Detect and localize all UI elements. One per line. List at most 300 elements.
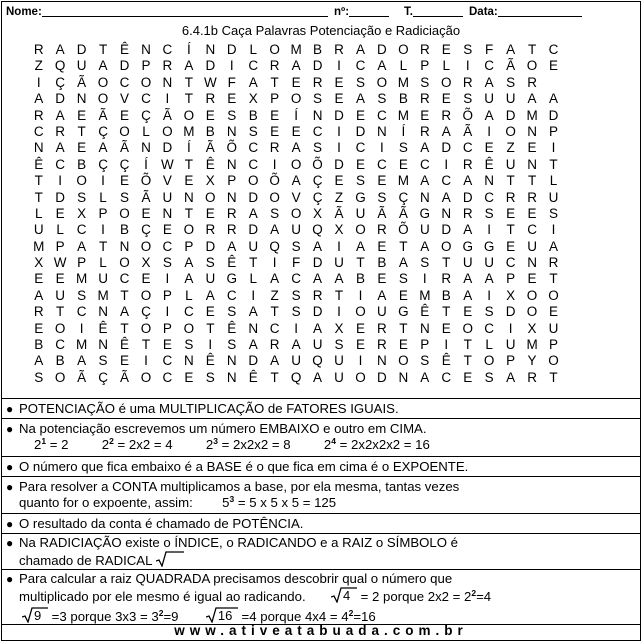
grid-letter[interactable]: I bbox=[272, 156, 277, 172]
grid-letter[interactable]: C bbox=[355, 58, 366, 74]
grid-letter[interactable]: I bbox=[487, 123, 492, 139]
grid-letter[interactable]: C bbox=[312, 123, 323, 139]
grid-letter[interactable]: I bbox=[101, 222, 105, 238]
grid-letter[interactable]: T bbox=[442, 255, 451, 271]
grid-letter[interactable]: B bbox=[355, 271, 365, 287]
grid-letter[interactable]: C bbox=[162, 42, 173, 57]
grid-letter[interactable]: I bbox=[36, 74, 41, 90]
grid-letter[interactable]: F bbox=[227, 74, 236, 90]
grid-letter[interactable]: I bbox=[165, 91, 170, 107]
grid-letter[interactable]: U bbox=[291, 353, 301, 369]
grid-letter[interactable]: I bbox=[337, 123, 341, 139]
grid-letter[interactable]: A bbox=[313, 320, 323, 336]
grid-letter[interactable]: B bbox=[205, 123, 215, 139]
grid-letter[interactable]: T bbox=[463, 353, 472, 369]
grid-letter[interactable]: A bbox=[34, 287, 44, 303]
grid-letter[interactable]: O bbox=[76, 173, 87, 189]
grid-letter[interactable]: I bbox=[358, 353, 363, 369]
grid-letter[interactable]: A bbox=[55, 42, 65, 57]
grid-letter[interactable]: O bbox=[355, 222, 366, 238]
grid-letter[interactable]: N bbox=[377, 123, 387, 139]
grid-letter[interactable]: D bbox=[76, 42, 87, 57]
grid-letter[interactable]: Õ bbox=[398, 222, 409, 238]
grid-letter[interactable]: T bbox=[549, 271, 558, 287]
grid-letter[interactable]: A bbox=[55, 140, 65, 156]
grid-letter[interactable]: S bbox=[291, 287, 301, 303]
grid-letter[interactable]: A bbox=[549, 91, 559, 107]
grid-letter[interactable]: Z bbox=[334, 189, 344, 205]
grid-letter[interactable]: S bbox=[205, 255, 215, 271]
grid-letter[interactable]: U bbox=[548, 189, 559, 205]
grid-letter[interactable]: L bbox=[99, 255, 107, 271]
grid-letter[interactable]: Q bbox=[312, 222, 323, 238]
grid-letter[interactable]: P bbox=[420, 58, 430, 74]
grid-letter[interactable]: N bbox=[162, 74, 173, 90]
grid-letter[interactable]: R bbox=[462, 74, 473, 90]
grid-letter[interactable]: S bbox=[355, 173, 365, 189]
grid-letter[interactable]: Ç bbox=[312, 173, 323, 189]
grid-letter[interactable]: N bbox=[76, 91, 87, 107]
grid-letter[interactable]: O bbox=[119, 123, 130, 139]
grid-letter[interactable]: R bbox=[33, 107, 44, 123]
grid-letter[interactable]: I bbox=[294, 320, 298, 336]
grid-letter[interactable]: P bbox=[227, 173, 237, 189]
grid-letter[interactable]: Z bbox=[34, 58, 43, 74]
grid-letter[interactable]: E bbox=[377, 173, 387, 189]
grid-letter[interactable]: S bbox=[270, 205, 280, 221]
grid-letter[interactable]: T bbox=[120, 320, 129, 336]
grid-letter[interactable]: M bbox=[75, 271, 88, 287]
grid-letter[interactable]: U bbox=[334, 255, 344, 271]
grid-letter[interactable]: R bbox=[269, 58, 280, 74]
grid-letter[interactable]: X bbox=[334, 222, 344, 238]
grid-letter[interactable]: A bbox=[484, 107, 494, 123]
grid-letter[interactable]: C bbox=[355, 140, 366, 156]
grid-letter[interactable]: A bbox=[463, 287, 473, 303]
grid-letter[interactable]: U bbox=[33, 222, 44, 238]
grid-letter[interactable]: D bbox=[377, 42, 387, 57]
grid-letter[interactable]: E bbox=[120, 107, 130, 123]
grid-letter[interactable]: A bbox=[227, 238, 237, 254]
grid-letter[interactable]: S bbox=[227, 337, 237, 353]
grid-letter[interactable]: V bbox=[291, 189, 301, 205]
grid-letter[interactable]: E bbox=[355, 156, 365, 172]
grid-letter[interactable]: E bbox=[420, 107, 430, 123]
grid-letter[interactable]: I bbox=[144, 353, 148, 369]
grid-letter[interactable]: A bbox=[184, 58, 194, 74]
grid-letter[interactable]: A bbox=[506, 369, 516, 385]
grid-letter[interactable]: I bbox=[101, 173, 105, 189]
grid-letter[interactable]: E bbox=[334, 91, 344, 107]
grid-letter[interactable]: C bbox=[441, 369, 452, 385]
grid-letter[interactable]: O bbox=[290, 91, 302, 107]
grid-letter[interactable]: L bbox=[549, 173, 558, 189]
grid-letter[interactable]: A bbox=[420, 173, 430, 189]
grid-letter[interactable]: E bbox=[506, 205, 516, 221]
grid-letter[interactable]: D bbox=[334, 107, 344, 123]
grid-letter[interactable]: S bbox=[355, 74, 365, 90]
grid-letter[interactable]: R bbox=[548, 255, 559, 271]
grid-letter[interactable]: S bbox=[120, 189, 130, 205]
grid-letter[interactable]: Ê bbox=[441, 353, 451, 369]
grid-letter[interactable]: U bbox=[248, 238, 259, 254]
grid-letter[interactable]: I bbox=[165, 271, 170, 287]
grid-letter[interactable]: U bbox=[548, 320, 559, 336]
grid-letter[interactable]: U bbox=[334, 353, 344, 369]
grid-letter[interactable]: A bbox=[248, 304, 258, 320]
grid-letter[interactable]: C bbox=[441, 173, 452, 189]
grid-letter[interactable]: C bbox=[33, 123, 44, 139]
grid-letter[interactable]: O bbox=[483, 353, 495, 369]
grid-letter[interactable]: O bbox=[526, 287, 538, 303]
grid-letter[interactable]: R bbox=[527, 369, 537, 385]
grid-letter[interactable]: A bbox=[270, 222, 280, 238]
grid-letter[interactable]: A bbox=[398, 255, 408, 271]
grid-letter[interactable]: R bbox=[33, 42, 44, 57]
grid-letter[interactable]: N bbox=[162, 205, 173, 221]
grid-letter[interactable]: E bbox=[463, 369, 473, 385]
grid-letter[interactable]: E bbox=[141, 205, 151, 221]
grid-letter[interactable]: N bbox=[98, 304, 108, 320]
grid-letter[interactable]: C bbox=[248, 58, 259, 74]
grid-letter[interactable]: T bbox=[270, 74, 279, 90]
grid-letter[interactable]: N bbox=[398, 369, 409, 385]
grid-letter[interactable]: I bbox=[444, 156, 449, 172]
grid-letter[interactable]: B bbox=[77, 156, 87, 172]
grid-letter[interactable]: E bbox=[334, 173, 344, 189]
grid-letter[interactable]: E bbox=[77, 140, 87, 156]
grid-letter[interactable]: L bbox=[399, 58, 408, 74]
grid-letter[interactable]: B bbox=[313, 42, 323, 57]
grid-letter[interactable]: E bbox=[184, 369, 194, 385]
grid-letter[interactable]: R bbox=[55, 123, 66, 139]
grid-letter[interactable]: T bbox=[249, 255, 258, 271]
grid-letter[interactable]: Q bbox=[290, 369, 302, 385]
grid-letter[interactable]: T bbox=[549, 156, 558, 172]
grid-letter[interactable]: Q bbox=[312, 353, 323, 369]
grid-letter[interactable]: E bbox=[205, 205, 215, 221]
grid-letter[interactable]: T bbox=[442, 304, 451, 320]
grid-letter[interactable]: S bbox=[291, 238, 301, 254]
grid-letter[interactable]: R bbox=[377, 337, 387, 353]
grid-letter[interactable]: Õ bbox=[312, 156, 323, 172]
grid-letter[interactable]: E bbox=[162, 337, 172, 353]
grid-letter[interactable]: T bbox=[184, 205, 193, 221]
grid-letter[interactable]: S bbox=[77, 287, 87, 303]
grid-letter[interactable]: E bbox=[120, 353, 130, 369]
grid-letter[interactable]: T bbox=[527, 173, 537, 189]
grid-letter[interactable]: C bbox=[419, 156, 430, 172]
grid-letter[interactable]: O bbox=[355, 304, 366, 320]
grid-letter[interactable]: C bbox=[76, 222, 87, 238]
grid-letter[interactable]: L bbox=[485, 337, 493, 353]
grid-letter[interactable]: S bbox=[463, 42, 473, 57]
grid-letter[interactable]: I bbox=[272, 255, 277, 271]
grid-letter[interactable]: N bbox=[98, 337, 108, 353]
grid-letter[interactable]: I bbox=[551, 140, 556, 156]
grid-letter[interactable]: S bbox=[184, 337, 194, 353]
grid-letter[interactable]: O bbox=[441, 74, 452, 90]
grid-letter[interactable]: N bbox=[527, 123, 537, 139]
grid-letter[interactable]: O bbox=[398, 42, 409, 57]
grid-letter[interactable]: I bbox=[337, 304, 341, 320]
grid-letter[interactable]: Z bbox=[506, 140, 515, 156]
grid-letter[interactable]: A bbox=[463, 271, 473, 287]
grid-letter[interactable]: C bbox=[248, 140, 259, 156]
grid-letter[interactable]: S bbox=[248, 123, 258, 139]
grid-letter[interactable]: P bbox=[162, 287, 172, 303]
grid-letter[interactable]: R bbox=[226, 205, 237, 221]
grid-letter[interactable]: O bbox=[247, 173, 259, 189]
grid-letter[interactable]: A bbox=[184, 255, 194, 271]
grid-letter[interactable]: U bbox=[419, 222, 430, 238]
grid-letter[interactable]: Ê bbox=[227, 320, 237, 336]
grid-letter[interactable]: E bbox=[77, 107, 87, 123]
grid-letter[interactable]: R bbox=[505, 189, 516, 205]
grid-letter[interactable]: R bbox=[419, 123, 430, 139]
grid-letter[interactable]: W bbox=[53, 255, 67, 271]
grid-letter[interactable]: Í bbox=[401, 123, 406, 139]
grid-letter[interactable]: Q bbox=[269, 238, 280, 254]
grid-letter[interactable]: P bbox=[98, 205, 108, 221]
grid-letter[interactable]: R bbox=[527, 74, 537, 90]
grid-letter[interactable]: X bbox=[334, 320, 344, 336]
grid-letter[interactable]: E bbox=[291, 123, 301, 139]
grid-letter[interactable]: X bbox=[506, 287, 516, 303]
grid-letter[interactable]: S bbox=[98, 353, 108, 369]
grid-letter[interactable]: T bbox=[334, 287, 344, 303]
grid-letter[interactable]: D bbox=[248, 222, 259, 238]
grid-letter[interactable]: I bbox=[551, 222, 556, 238]
grid-letter[interactable]: T bbox=[56, 304, 65, 320]
grid-letter[interactable]: X bbox=[34, 255, 44, 271]
grid-letter[interactable]: T bbox=[270, 304, 279, 320]
grid-letter[interactable]: S bbox=[549, 205, 559, 221]
grid-letter[interactable]: C bbox=[162, 369, 173, 385]
grid-letter[interactable]: O bbox=[119, 255, 130, 271]
grid-letter[interactable]: O bbox=[269, 189, 280, 205]
grid-letter[interactable]: E bbox=[355, 320, 365, 336]
grid-letter[interactable]: P bbox=[77, 255, 87, 271]
grid-letter[interactable]: I bbox=[165, 304, 170, 320]
grid-letter[interactable]: A bbox=[270, 271, 280, 287]
grid-letter[interactable]: U bbox=[355, 205, 366, 221]
grid-letter[interactable]: Ç bbox=[98, 156, 108, 172]
grid-letter[interactable]: A bbox=[355, 238, 365, 254]
grid-letter[interactable]: T bbox=[399, 320, 408, 336]
grid-letter[interactable]: Í bbox=[294, 107, 298, 123]
grid-letter[interactable]: O bbox=[505, 123, 516, 139]
grid-letter[interactable]: Q bbox=[54, 58, 66, 74]
grid-letter[interactable]: D bbox=[248, 353, 259, 369]
grid-letter[interactable]: R bbox=[269, 337, 280, 353]
grid-letter[interactable]: S bbox=[484, 304, 494, 320]
grid-letter[interactable]: Ã bbox=[205, 140, 215, 156]
grid-letter[interactable]: A bbox=[313, 271, 323, 287]
grid-letter[interactable]: T bbox=[120, 287, 129, 303]
grid-letter[interactable]: S bbox=[227, 107, 237, 123]
grid-letter[interactable]: X bbox=[248, 91, 258, 107]
grid-letter[interactable]: Í bbox=[186, 42, 191, 57]
grid-letter[interactable]: I bbox=[487, 287, 492, 303]
grid-letter[interactable]: C bbox=[484, 58, 495, 74]
grid-letter[interactable]: Í bbox=[144, 156, 148, 172]
grid-letter[interactable]: N bbox=[527, 255, 537, 271]
grid-letter[interactable]: O bbox=[183, 320, 195, 336]
grid-letter[interactable]: L bbox=[249, 42, 257, 57]
grid-letter[interactable]: E bbox=[355, 337, 365, 353]
grid-letter[interactable]: T bbox=[184, 156, 193, 172]
grid-letter[interactable]: E bbox=[291, 74, 301, 90]
grid-letter[interactable]: U bbox=[527, 238, 537, 254]
grid-letter[interactable]: O bbox=[355, 369, 366, 385]
grid-letter[interactable]: E bbox=[398, 337, 408, 353]
grid-letter[interactable]: P bbox=[162, 320, 172, 336]
grid-letter[interactable]: G bbox=[462, 238, 473, 254]
grid-letter[interactable]: N bbox=[527, 156, 537, 172]
grid-letter[interactable]: B bbox=[441, 287, 451, 303]
grid-letter[interactable]: O bbox=[183, 222, 195, 238]
grid-letter[interactable]: Ã bbox=[120, 369, 130, 385]
grid-letter[interactable]: E bbox=[34, 320, 44, 336]
grid-letter[interactable]: Ç bbox=[55, 74, 66, 90]
grid-letter[interactable]: S bbox=[227, 304, 237, 320]
grid-letter[interactable]: A bbox=[377, 287, 387, 303]
grid-letter[interactable]: D bbox=[334, 156, 344, 172]
grid-letter[interactable]: G bbox=[419, 205, 431, 221]
grid-letter[interactable]: T bbox=[184, 91, 193, 107]
grid-letter[interactable]: O bbox=[526, 304, 538, 320]
grid-letter[interactable]: R bbox=[419, 42, 430, 57]
grid-letter[interactable]: M bbox=[526, 337, 538, 353]
grid-letter[interactable]: B bbox=[377, 255, 387, 271]
grid-letter[interactable]: E bbox=[527, 271, 537, 287]
grid-letter[interactable]: Í bbox=[186, 140, 191, 156]
grid-letter[interactable]: R bbox=[441, 271, 452, 287]
grid-letter[interactable]: M bbox=[526, 107, 538, 123]
grid-letter[interactable]: N bbox=[226, 353, 237, 369]
grid-letter[interactable]: A bbox=[248, 337, 258, 353]
grid-letter[interactable]: S bbox=[506, 74, 516, 90]
grid-letter[interactable]: O bbox=[269, 42, 280, 57]
grid-letter[interactable]: N bbox=[183, 353, 194, 369]
grid-letter[interactable]: T bbox=[206, 320, 215, 336]
grid-letter[interactable]: E bbox=[441, 42, 451, 57]
grid-letter[interactable]: O bbox=[548, 287, 559, 303]
grid-letter[interactable]: I bbox=[465, 58, 470, 74]
grid-letter[interactable]: Y bbox=[527, 353, 537, 369]
grid-letter[interactable]: X bbox=[205, 173, 215, 189]
grid-letter[interactable]: V bbox=[162, 173, 172, 189]
grid-letter[interactable]: L bbox=[249, 271, 257, 287]
grid-letter[interactable]: O bbox=[97, 91, 109, 107]
grid-letter[interactable]: T bbox=[141, 337, 151, 353]
grid-letter[interactable]: C bbox=[269, 320, 280, 336]
grid-letter[interactable]: E bbox=[141, 271, 151, 287]
grid-letter[interactable]: I bbox=[487, 222, 492, 238]
grid-letter[interactable]: G bbox=[226, 271, 238, 287]
grid-letter[interactable]: T bbox=[463, 337, 472, 353]
grid-letter[interactable]: M bbox=[397, 107, 409, 123]
grid-letter[interactable]: Ç bbox=[119, 156, 130, 172]
grid-letter[interactable]: Ã bbox=[120, 140, 130, 156]
grid-letter[interactable]: I bbox=[337, 140, 341, 156]
grid-letter[interactable]: A bbox=[120, 304, 130, 320]
grid-letter[interactable]: E bbox=[162, 222, 172, 238]
grid-letter[interactable]: P bbox=[184, 238, 194, 254]
grid-letter[interactable]: R bbox=[377, 320, 387, 336]
grid-letter[interactable]: U bbox=[462, 255, 473, 271]
grid-letter[interactable]: Ç bbox=[141, 222, 151, 238]
name-field[interactable] bbox=[6, 2, 328, 22]
grid-letter[interactable]: E bbox=[270, 123, 280, 139]
grid-letter[interactable]: A bbox=[270, 353, 280, 369]
grid-letter[interactable]: Ê bbox=[98, 320, 108, 336]
grid-letter[interactable]: N bbox=[248, 320, 259, 336]
grid-letter[interactable]: I bbox=[58, 173, 63, 189]
grid-letter[interactable]: A bbox=[527, 91, 537, 107]
grid-letter[interactable]: U bbox=[162, 189, 173, 205]
grid-letter[interactable]: A bbox=[313, 369, 323, 385]
grid-letter[interactable]: Õ bbox=[226, 140, 238, 156]
grid-letter[interactable]: A bbox=[34, 353, 44, 369]
grid-letter[interactable]: Ã bbox=[463, 123, 473, 139]
grid-letter[interactable]: B bbox=[248, 107, 258, 123]
grid-letter[interactable]: C bbox=[55, 337, 66, 353]
grid-letter[interactable]: M bbox=[75, 337, 88, 353]
grid-letter[interactable]: I bbox=[229, 58, 234, 74]
grid-letter[interactable]: T bbox=[34, 189, 43, 205]
grid-letter[interactable]: S bbox=[205, 369, 215, 385]
grid-letter[interactable]: C bbox=[162, 353, 173, 369]
grid-letter[interactable]: A bbox=[291, 337, 301, 353]
grid-letter[interactable]: N bbox=[141, 140, 151, 156]
grid-letter[interactable]: A bbox=[248, 74, 258, 90]
grid-letter[interactable]: E bbox=[270, 107, 280, 123]
grid-letter[interactable]: D bbox=[505, 304, 516, 320]
grid-letter[interactable]: R bbox=[226, 222, 237, 238]
grid-letter[interactable]: Ê bbox=[205, 156, 215, 172]
grid-letter[interactable]: E bbox=[549, 304, 559, 320]
grid-letter[interactable]: E bbox=[506, 238, 516, 254]
grid-letter[interactable]: O bbox=[140, 287, 152, 303]
grid-letter[interactable]: N bbox=[419, 320, 430, 336]
grid-letter[interactable]: S bbox=[334, 337, 344, 353]
grid-letter[interactable]: E bbox=[377, 271, 387, 287]
grid-letter[interactable]: R bbox=[312, 287, 323, 303]
grid-letter[interactable]: I bbox=[508, 320, 513, 336]
grid-letter[interactable]: C bbox=[119, 271, 130, 287]
grid-letter[interactable]: U bbox=[505, 91, 516, 107]
grid-letter[interactable]: D bbox=[55, 189, 66, 205]
grid-letter[interactable]: B bbox=[34, 337, 44, 353]
grid-letter[interactable]: A bbox=[34, 91, 44, 107]
grid-letter[interactable]: R bbox=[269, 140, 280, 156]
grid-letter[interactable]: E bbox=[205, 304, 215, 320]
grid-letter[interactable]: M bbox=[397, 74, 409, 90]
grid-letter[interactable]: A bbox=[420, 369, 430, 385]
grid-letter[interactable]: N bbox=[441, 205, 452, 221]
grid-letter[interactable]: Ê bbox=[484, 156, 494, 172]
grid-letter[interactable]: Ç bbox=[141, 107, 151, 123]
grid-letter[interactable]: N bbox=[226, 123, 237, 139]
grid-letter[interactable]: R bbox=[462, 205, 473, 221]
grid-letter[interactable]: D bbox=[441, 222, 452, 238]
grid-letter[interactable]: C bbox=[119, 74, 130, 90]
grid-letter[interactable]: U bbox=[291, 222, 301, 238]
grid-letter[interactable]: C bbox=[484, 320, 495, 336]
grid-letter[interactable]: T bbox=[549, 369, 558, 385]
